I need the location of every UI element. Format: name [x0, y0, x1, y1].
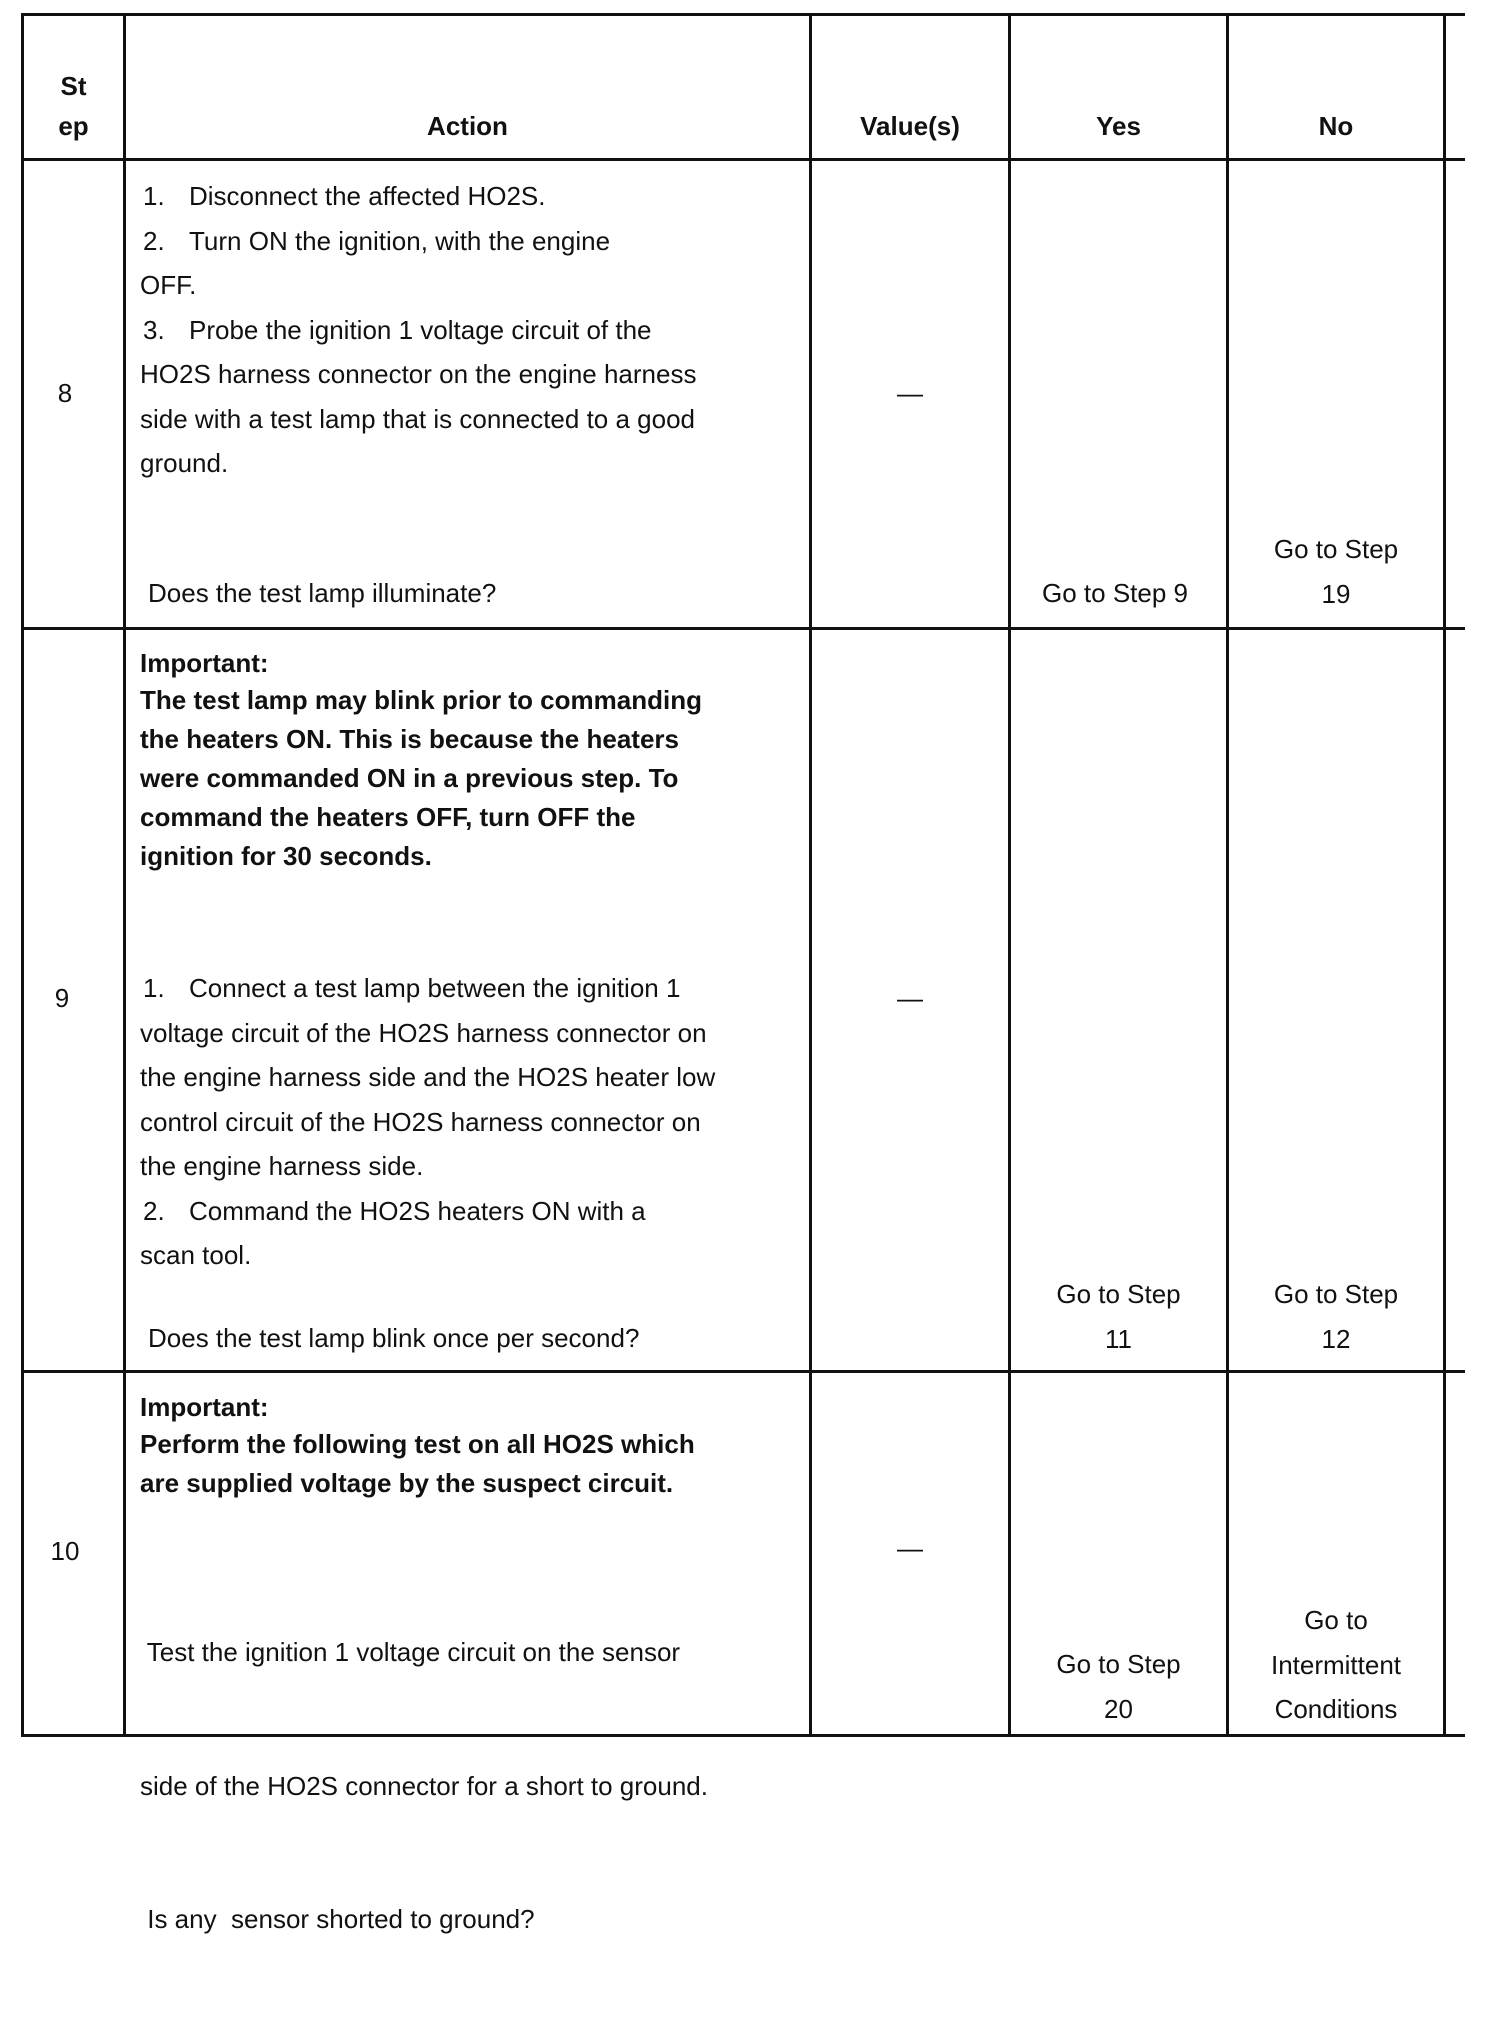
step-number: 10	[50, 1536, 80, 1566]
header-action: Action	[427, 111, 508, 141]
header-values: Value(s)	[860, 111, 960, 141]
list-item: 2. Turn ON the ignition, with the engine	[143, 225, 611, 256]
list-item: 2. Command the HO2S heaters ON with a	[143, 1195, 646, 1226]
important-note	[140, 645, 800, 876]
important-title: Important:	[140, 648, 269, 678]
value-cell: —	[897, 378, 923, 408]
yes-cell: Go to Step 9	[1042, 578, 1188, 608]
col-border-left	[21, 13, 24, 1737]
question-text: Does the test lamp illuminate?	[148, 578, 497, 608]
header-yes: Yes	[1096, 111, 1141, 141]
list-item-continuation: OFF.	[140, 270, 197, 300]
body-line: side of the HO2S connector for a short to ground.	[140, 1770, 708, 1801]
row-divider-9-10	[21, 1370, 1465, 1373]
header-no: No	[1318, 111, 1354, 141]
important-line: The test lamp may blink prior to commanding	[140, 685, 702, 715]
yes-cell: Go to Step 20	[1056, 1649, 1181, 1724]
important-line: ignition for 30 seconds.	[140, 841, 432, 871]
action-cell	[140, 966, 800, 1278]
col-divider-step-action	[123, 13, 126, 1737]
col-divider-value-yes	[1008, 13, 1011, 1737]
value-cell: —	[897, 1533, 923, 1563]
important-line: Perform the following test on all HO2S which	[140, 1429, 695, 1459]
table-border-top	[21, 13, 1465, 16]
list-item-continuation: control circuit of the HO2S harness connector on	[140, 1106, 701, 1137]
body-line: Is any sensor shorted to ground?	[140, 1904, 535, 1934]
header-step-line1: St	[60, 71, 87, 101]
question-text: Does the test lamp blink once per second?	[148, 1323, 640, 1353]
list-item-continuation: scan tool.	[140, 1240, 252, 1270]
no-cell: Go to Intermittent Conditions	[1270, 1605, 1402, 1724]
header-divider	[21, 158, 1465, 161]
no-cell: Go to Step 12	[1273, 1279, 1399, 1354]
col-divider-yes-no	[1226, 13, 1229, 1737]
body-line: Test the ignition 1 voltage circuit on the sensor	[140, 1637, 681, 1667]
yes-cell: Go to Step 11	[1056, 1279, 1181, 1354]
action-cell	[140, 1541, 800, 2031]
important-note	[140, 1389, 800, 1503]
list-item-continuation: HO2S harness connector on the engine harness	[140, 359, 697, 389]
no-cell: Go to Step 19	[1273, 534, 1399, 609]
list-item-continuation: the engine harness side and the HO2S heater low	[140, 1062, 716, 1092]
important-line: command the heaters OFF, turn OFF the	[140, 802, 636, 832]
list-item: 1. Disconnect the affected HO2S.	[143, 181, 546, 211]
list-item-continuation: voltage circuit of the HO2S harness connector on	[140, 1017, 707, 1048]
col-border-right	[1443, 13, 1446, 1737]
important-line: were commanded ON in a previous step. To	[140, 763, 679, 793]
list-item: 1. Connect a test lamp between the ignition 1	[143, 973, 681, 1003]
step-number: 9	[54, 983, 70, 1013]
list-item-continuation: ground.	[140, 448, 229, 478]
list-item: 3. Probe the ignition 1 voltage circuit of the	[143, 314, 652, 345]
important-line: are supplied voltage by the suspect circuit.	[140, 1468, 674, 1498]
step-number: 8	[57, 378, 73, 408]
action-cell	[140, 174, 800, 486]
list-item-continuation: the engine harness side.	[140, 1151, 424, 1181]
value-cell: —	[897, 983, 923, 1013]
important-title: Important:	[140, 1392, 269, 1422]
header-step-line2: ep	[58, 111, 89, 141]
row-divider-8-9	[21, 627, 1465, 630]
header-step	[24, 66, 123, 146]
list-item-continuation: side with a test lamp that is connected to a good	[140, 403, 696, 434]
col-divider-action-value	[809, 13, 812, 1737]
important-line: the heaters ON. This is because the heaters	[140, 724, 679, 754]
